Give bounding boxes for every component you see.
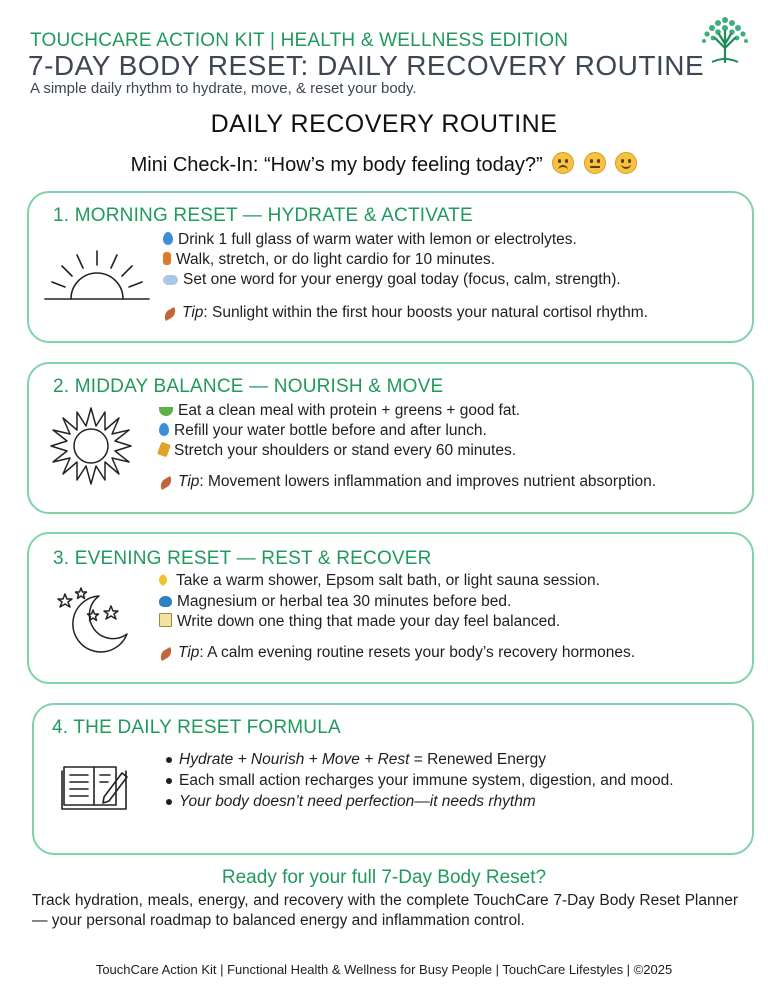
teapot-icon	[159, 596, 172, 607]
feather-icon	[162, 307, 178, 321]
list-item: Take a warm shower, Epsom salt bath, or light sauna session.	[159, 572, 600, 590]
salad-bowl-icon	[159, 407, 173, 416]
list-item: Refill your water bottle before and after lunch.	[159, 422, 487, 440]
slightly-frowning-face-icon	[552, 152, 574, 174]
section-title: 4. THE DAILY RESET FORMULA	[52, 717, 341, 738]
list-item: Eat a clean meal with protein + greens + good fat.	[159, 402, 520, 420]
daily-reset-formula-card	[32, 703, 754, 855]
feather-icon	[158, 476, 174, 490]
formula-list	[164, 749, 724, 812]
list-item: Set one word for your energy goal today (focus, calm, strength).	[163, 271, 621, 289]
section-title: 2. MIDDAY BALANCE — NOURISH & MOVE	[53, 376, 444, 397]
tip: Tip: A calm evening routine resets your body’s recovery hormones.	[159, 643, 719, 663]
list-item: Write down one thing that made your day feel balanced.	[159, 613, 560, 631]
page-subtitle: A simple daily rhythm to hydrate, move, & reset your body.	[30, 80, 417, 97]
midday-balance-card	[27, 362, 754, 514]
list-item: Your body doesn’t need perfection—it needs rhythm	[164, 791, 724, 812]
tip: Tip: Sunlight within the first hour boosts your natural cortisol rhythm.	[163, 303, 723, 323]
list-item: Each small action recharges your immune system, digestion, and mood.	[164, 770, 724, 791]
person-walking-icon	[163, 252, 171, 265]
slightly-smiling-face-icon	[615, 152, 637, 174]
memo-icon	[159, 613, 172, 627]
cta-body: Track hydration, meals, energy, and recovery with the complete TouchCare 7-Day Body Reset Planner — your personal roadmap to balanced energy and inflammation control.	[32, 892, 738, 929]
routine-heading: DAILY RECOVERY ROUTINE	[210, 110, 558, 138]
tree-logo-icon	[698, 14, 752, 66]
cta-heading: Ready for your full 7-Day Body Reset?	[221, 867, 547, 888]
sunrise-icon	[41, 233, 153, 320]
neutral-face-icon	[584, 152, 606, 174]
tip: Tip: Movement lowers inflammation and improves nutrient absorption.	[159, 472, 719, 492]
sun-icon	[49, 404, 133, 493]
section-title: 3. EVENING RESET — REST & RECOVER	[53, 548, 432, 569]
list-item: Drink 1 full glass of warm water with lemon or electrolytes.	[163, 231, 577, 249]
evening-reset-card	[27, 532, 754, 684]
open-book-pen-icon	[60, 759, 132, 818]
mini-check-in	[0, 152, 768, 177]
section-title: 1. MORNING RESET — HYDRATE & ACTIVATE	[53, 205, 473, 226]
droplet-icon	[163, 232, 173, 245]
morning-reset-card	[27, 191, 754, 343]
crescent-moon-icon	[159, 574, 171, 586]
list-item: Magnesium or herbal tea 30 minutes before bed.	[159, 593, 511, 611]
check-in-text: Mini Check-In: “How’s my body feeling today?”	[130, 154, 543, 176]
feather-icon	[158, 647, 174, 661]
thought-bubble-icon	[163, 275, 178, 285]
page-title: 7-DAY BODY RESET: DAILY RECOVERY ROUTINE	[28, 50, 705, 81]
list-item: Hydrate + Nourish + Move + Rest = Renewed Energy	[164, 749, 724, 770]
list-item: Walk, stretch, or do light cardio for 10 minutes.	[163, 251, 495, 269]
footer: TouchCare Action Kit | Functional Health & Wellness for Busy People | TouchCare Lifestyles | ©2025	[95, 962, 673, 977]
list-item: Stretch your shoulders or stand every 60 minutes.	[159, 442, 516, 460]
moon-and-stars-icon	[55, 586, 135, 661]
stretching-person-icon	[157, 442, 171, 458]
droplet-icon	[159, 423, 169, 436]
kicker: TOUCHCARE ACTION KIT | HEALTH & WELLNESS EDITION	[30, 30, 569, 51]
